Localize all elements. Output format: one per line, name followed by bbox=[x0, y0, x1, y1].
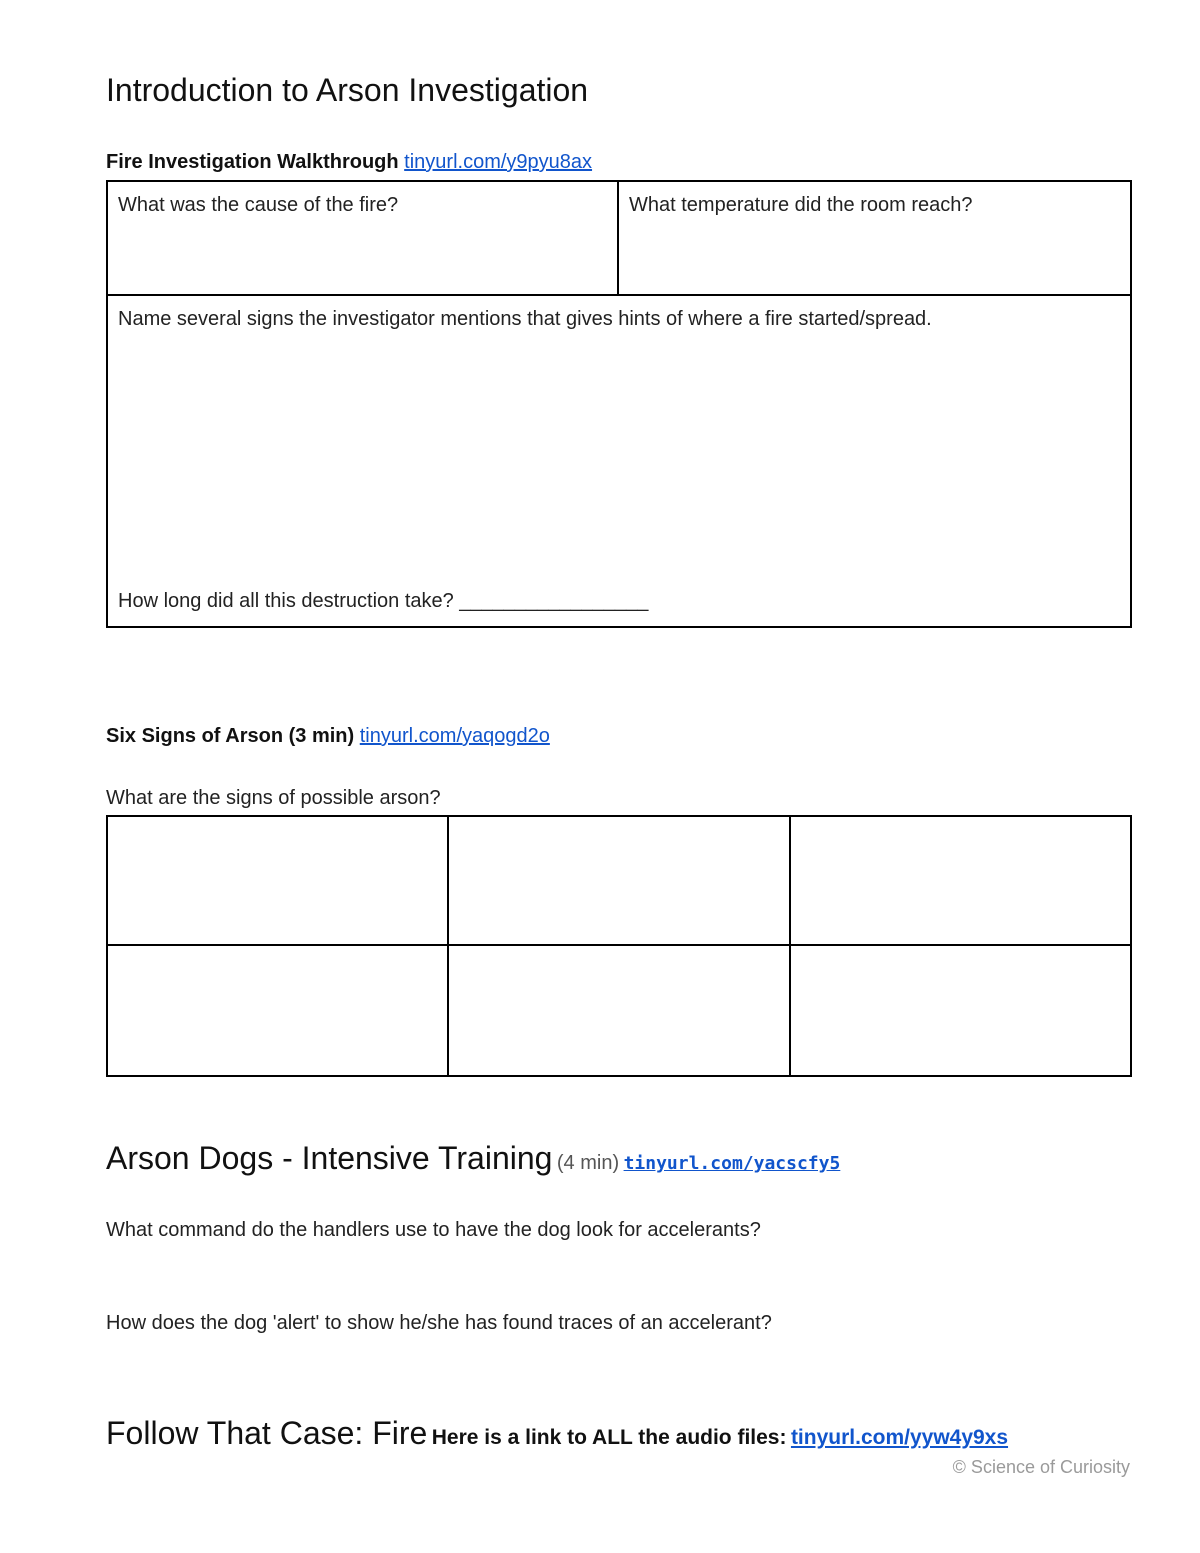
section-six-signs-header bbox=[106, 725, 550, 748]
destruction-duration-question: How long did all this destruction take? _________________ bbox=[118, 590, 649, 612]
fire-walkthrough-table bbox=[106, 180, 1132, 628]
arson-dogs-heading: Arson Dogs - Intensive Training bbox=[106, 1140, 553, 1176]
arson-sign-cell-6[interactable] bbox=[791, 946, 1130, 1075]
room-temperature-cell[interactable] bbox=[619, 182, 1130, 294]
cause-of-fire-question: What was the cause of the fire? bbox=[118, 194, 399, 216]
follow-case-subtext: Here is a link to ALL the audio files: bbox=[431, 1426, 787, 1449]
audio-files-link[interactable]: tinyurl.com/yyw4y9xs bbox=[790, 1426, 1009, 1449]
cause-of-fire-cell[interactable] bbox=[108, 182, 619, 294]
section-arson-dogs-header bbox=[106, 1140, 840, 1177]
section-fire-walkthrough-header bbox=[106, 151, 592, 174]
arson-sign-cell-1[interactable] bbox=[108, 817, 449, 946]
section-follow-case-header bbox=[106, 1415, 1008, 1452]
page-title: Introduction to Arson Investigation bbox=[106, 72, 589, 108]
copyright-notice: © Science of Curiosity bbox=[952, 1457, 1130, 1477]
arson-signs-table bbox=[106, 815, 1132, 1077]
dog-alert-question: How does the dog 'alert' to show he/she has found traces of an accelerant? bbox=[106, 1312, 772, 1334]
section-six-signs-label: Six Signs of Arson (3 min) bbox=[106, 725, 355, 747]
arson-dogs-link[interactable]: tinyurl.com/yacscfy5 bbox=[623, 1153, 841, 1174]
section-fire-walkthrough-label: Fire Investigation Walkthrough bbox=[106, 151, 399, 173]
fire-signs-question: Name several signs the investigator mentions that gives hints of where a fire started/spread. bbox=[118, 308, 932, 330]
six-signs-link[interactable]: tinyurl.com/yaqogd2o bbox=[359, 725, 550, 747]
arson-dogs-duration: (4 min) bbox=[556, 1152, 620, 1174]
room-temperature-question: What temperature did the room reach? bbox=[629, 194, 973, 216]
arson-signs-question: What are the signs of possible arson? bbox=[106, 787, 441, 809]
arson-sign-cell-4[interactable] bbox=[108, 946, 449, 1075]
table-row bbox=[108, 182, 1130, 296]
fire-signs-cell[interactable] bbox=[108, 296, 1130, 626]
dog-command-question: What command do the handlers use to have the dog look for accelerants? bbox=[106, 1219, 761, 1241]
arson-sign-cell-3[interactable] bbox=[791, 817, 1130, 946]
arson-sign-cell-2[interactable] bbox=[449, 817, 791, 946]
fire-walkthrough-link[interactable]: tinyurl.com/y9pyu8ax bbox=[404, 151, 593, 173]
follow-case-heading: Follow That Case: Fire bbox=[106, 1415, 428, 1451]
arson-sign-cell-5[interactable] bbox=[449, 946, 791, 1075]
